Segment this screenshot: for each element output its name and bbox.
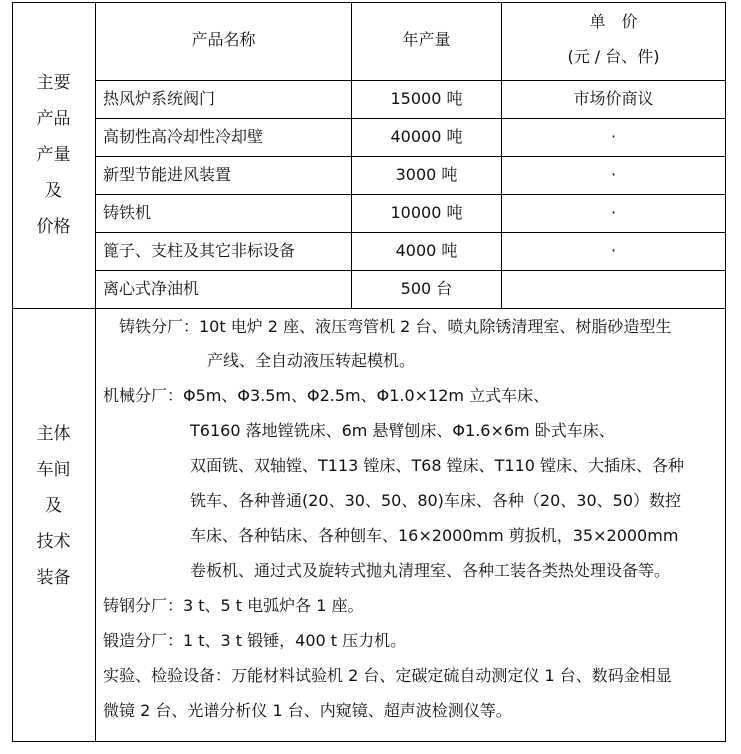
product-name: 篦子、支柱及其它非标设备 bbox=[103, 241, 296, 260]
column-header-unit-price: 单 价 bbox=[589, 12, 638, 31]
row-divider-2 bbox=[95, 156, 726, 157]
table-border-top bbox=[12, 2, 726, 3]
steel-casting-plant-line: 铸钢分厂：3 t、5 t 电弧炉各 1 座。 bbox=[103, 596, 364, 615]
column-header-product-name: 产品名称 bbox=[191, 30, 256, 49]
product-price: · bbox=[610, 127, 617, 146]
machining-plant-line-cont: 卷板机、通过式及旋转式抛丸清理室、各种工装各类热处理设备等。 bbox=[190, 561, 671, 580]
testing-equipment-line-cont: 微镜 2 台、光谱分析仪 1 台、内窥镜、超声波检测仪等。 bbox=[103, 701, 512, 720]
machining-plant-line-cont: T6160 落地镗铣床、6m 悬臂刨床、Φ1.6×6m 卧式车床、 bbox=[190, 421, 615, 440]
workshop-header-char: 及 bbox=[45, 496, 62, 516]
products-header-char: 价格 bbox=[36, 217, 71, 237]
product-name: 高韧性高冷却性冷却壁 bbox=[103, 127, 264, 146]
products-header-char: 及 bbox=[45, 181, 62, 201]
machining-plant-line-cont: 双面铣、双轴镗、T113 镗床、T68 镗床、T110 镗床、大插床、各种 bbox=[190, 456, 685, 475]
product-output: 500 台 bbox=[400, 279, 453, 298]
table-border-right bbox=[725, 2, 726, 742]
workshop-header-char: 技术 bbox=[36, 532, 71, 552]
section-divider bbox=[12, 308, 726, 309]
product-output: 15000 吨 bbox=[390, 89, 463, 108]
product-price: 市场价商议 bbox=[573, 89, 654, 108]
column-header-unit-price-unit: (元 / 台、件) bbox=[567, 47, 660, 66]
products-section-header bbox=[12, 2, 95, 308]
product-name: 离心式净油机 bbox=[103, 279, 200, 298]
product-output: 3000 吨 bbox=[395, 165, 458, 184]
forging-plant-line: 锻造分厂：1 t、3 t 锻锤，400 t 压力机。 bbox=[103, 631, 407, 650]
workshop-header-char: 主体 bbox=[36, 424, 71, 444]
products-header-char: 主要 bbox=[36, 73, 71, 93]
row-divider-1 bbox=[95, 118, 726, 119]
workshop-header-char: 装备 bbox=[36, 568, 71, 588]
row-divider-4 bbox=[95, 232, 726, 233]
column-header-annual-output: 年产量 bbox=[402, 30, 451, 49]
testing-equipment-line: 实验、检验设备：万能材料试验机 2 台、定碳定硫自动测定仪 1 台、数码金相显 bbox=[103, 666, 672, 685]
product-price: · bbox=[610, 203, 617, 222]
workshop-section-header bbox=[12, 328, 95, 616]
products-header-char: 产品 bbox=[36, 109, 71, 129]
products-header-char: 产量 bbox=[36, 145, 71, 165]
product-output: 10000 吨 bbox=[390, 203, 463, 222]
product-name: 新型节能进风装置 bbox=[103, 165, 232, 184]
product-name: 铸铁机 bbox=[103, 203, 152, 222]
workshop-header-char: 车间 bbox=[36, 460, 71, 480]
product-output: 40000 吨 bbox=[390, 127, 463, 146]
row-divider-header bbox=[95, 80, 726, 81]
row-divider-5 bbox=[95, 270, 726, 271]
table-border-bottom bbox=[12, 741, 726, 742]
machining-plant-line-cont: 车床、各种钻床、各种刨车、16×2000mm 剪扳机，35×2000mm bbox=[190, 526, 679, 545]
machining-plant-line-cont: 铣车、各种普通(20、30、50、80)车床、各种（20、30、50）数控 bbox=[190, 491, 682, 510]
product-name: 热风炉系统阀门 bbox=[103, 89, 216, 108]
machining-plant-line: 机械分厂：Φ5m、Φ3.5m、Φ2.5m、Φ1.0×12m 立式车床、 bbox=[103, 386, 550, 405]
product-price: · bbox=[610, 165, 617, 184]
row-divider-3 bbox=[95, 194, 726, 195]
product-output: 4000 吨 bbox=[395, 241, 458, 260]
column-divider-header bbox=[95, 2, 96, 742]
product-price: · bbox=[610, 241, 617, 260]
casting-plant-line: 铸铁分厂：10t 电炉 2 座、液压弯管机 2 台、喷丸除锈清理室、树脂砂造型生 bbox=[119, 317, 672, 336]
casting-plant-line-cont: 产线、全自动液压转起模机。 bbox=[207, 351, 416, 370]
equipment-table bbox=[12, 2, 726, 742]
